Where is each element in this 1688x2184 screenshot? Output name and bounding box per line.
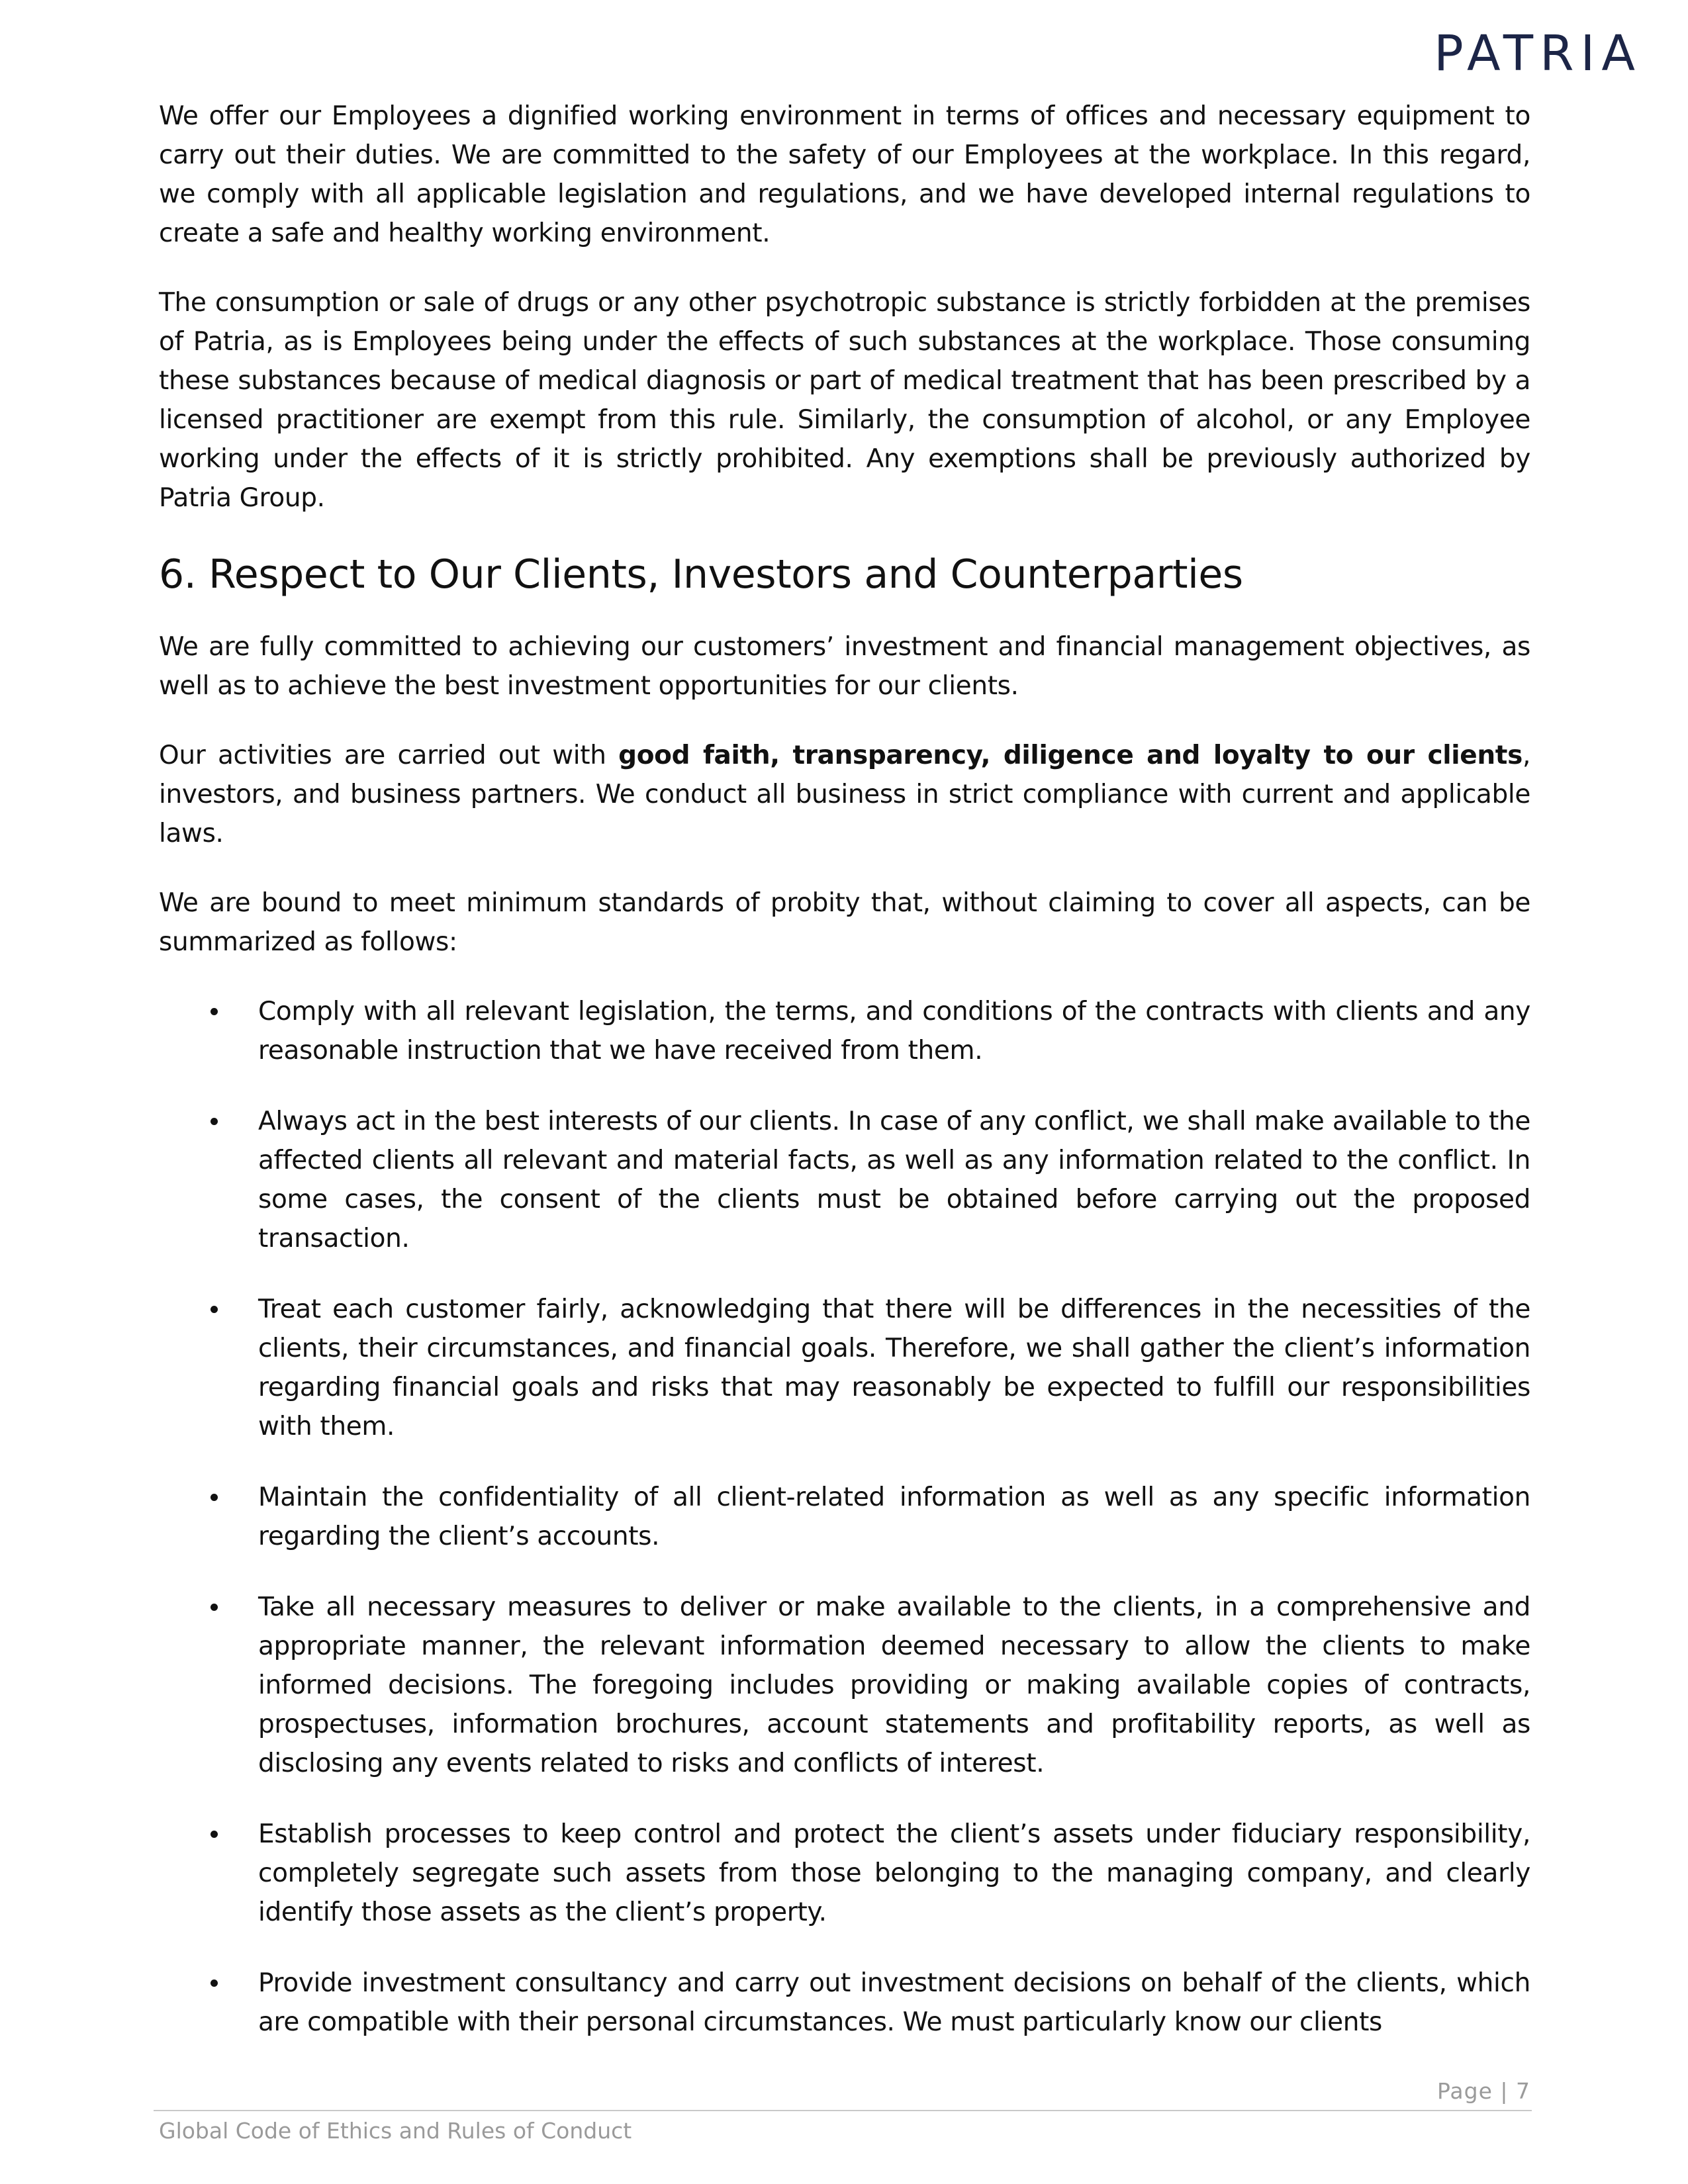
bullet-icon [211, 1831, 218, 1838]
paragraph-working-environment: We offer our Employees a dignified working environment in terms of offices and necessary equipment to carry out their duties. We are committed to the safety of our Employees at the workplace. In this regard, we comply with all applicable legislation and regulations, and we have developed internal regulations to create a safe and healthy working environment. [159, 101, 1530, 248]
bullet-icon [211, 1604, 218, 1611]
document-body [159, 97, 1530, 2073]
list-item-text: Take all necessary measures to deliver or make available to the clients, in a comprehensive and appropriate manner, the relevant information deemed necessary to allow the clients to make informed decisions. The foregoing includes providing or making available copies of contracts, prospectuses, information brochures, account statements and profitability reports, as well as disclosing any events related to risks and conflicts of interest. [258, 1592, 1530, 1778]
bullet-icon [211, 1979, 218, 1987]
list-item-text: Establish processes to keep control and protect the client’s assets under fiduciary responsibility, completely segregate such assets from those belonging to the managing company, and clearly identify those assets as the client’s property. [258, 1819, 1530, 1927]
list-item [159, 1588, 1530, 1783]
list-item [159, 1964, 1530, 2042]
section-heading: 6. Respect to Our Clients, Investors and Counterparties [159, 551, 1243, 598]
activities-text-end: , investors, and business partners. We conduct all business in strict compliance with current and applicable laws. [159, 741, 1530, 848]
list-item-text: Comply with all relevant legislation, the terms, and conditions of the contracts with clients and any reasonable instruction that we have received from them. [258, 997, 1530, 1066]
list-item-text: Always act in the best interests of our clients. In case of any conflict, we shall make available to the affected clients all relevant and material facts, as well as any information related to the conflict. In some cases, the consent of the clients must be obtained before carrying out the proposed transaction. [258, 1107, 1530, 1253]
bullet-icon [211, 1494, 218, 1501]
list-item [159, 1290, 1530, 1446]
patria-logo: PATRIA [1434, 25, 1642, 82]
list-item [159, 1102, 1530, 1258]
paragraph-commitment: We are fully committed to achieving our customers’ investment and financial management objectives, as well as to achieve the best investment opportunities for our clients. [159, 632, 1530, 701]
paragraph-substance-policy: The consumption or sale of drugs or any other psychotropic substance is strictly forbidden at the premises of Patria, as is Employees being under the effects of such substances at the workplace. Those consuming these substances because of medical diagnosis or part of medical treatment that has been prescribed by a licensed practitioner are exempt from this rule. Similarly, the consumption of alcohol, or any Employee working under the effects of it is strictly prohibited. Any exemptions shall be previously authorized by Patria Group. [159, 288, 1530, 513]
list-item [159, 1815, 1530, 1932]
activities-bold-text: good faith, transparency, diligence and loyalty to our clients [618, 741, 1523, 770]
list-item-text: Treat each customer fairly, acknowledging that there will be differences in the necessities of the clients, their circumstances, and financial goals. Therefore, we shall gather the client’s information regarding financial goals and risks that may reasonably be expected to fulfill our responsibilities with them. [258, 1295, 1530, 1441]
list-item-text: Maintain the confidentiality of all client-related information as well as any specific information regarding the client’s accounts. [258, 1482, 1530, 1551]
footer-divider [154, 2110, 1532, 2111]
bullet-icon [211, 1306, 218, 1313]
bullet-icon [211, 1118, 218, 1125]
activities-text-start: Our activities are carried out with [159, 741, 619, 770]
paragraph-standards-intro: We are bound to meet minimum standards of probity that, without claiming to cover all aspects, can be summarized as follows: [159, 888, 1530, 957]
list-item-text: Provide investment consultancy and carry out investment decisions on behalf of the clients, which are compatible with their personal circumstances. We must particularly know our clients [258, 1968, 1530, 2037]
paragraph-activities [159, 736, 1530, 853]
list-item [159, 1478, 1530, 1556]
footer-document-title: Global Code of Ethics and Rules of Conduct [159, 2118, 632, 2144]
list-item [159, 992, 1530, 1070]
bullet-icon [211, 1008, 218, 1015]
standards-list [159, 992, 1530, 2042]
page-number: Page | 7 [1437, 2078, 1530, 2104]
